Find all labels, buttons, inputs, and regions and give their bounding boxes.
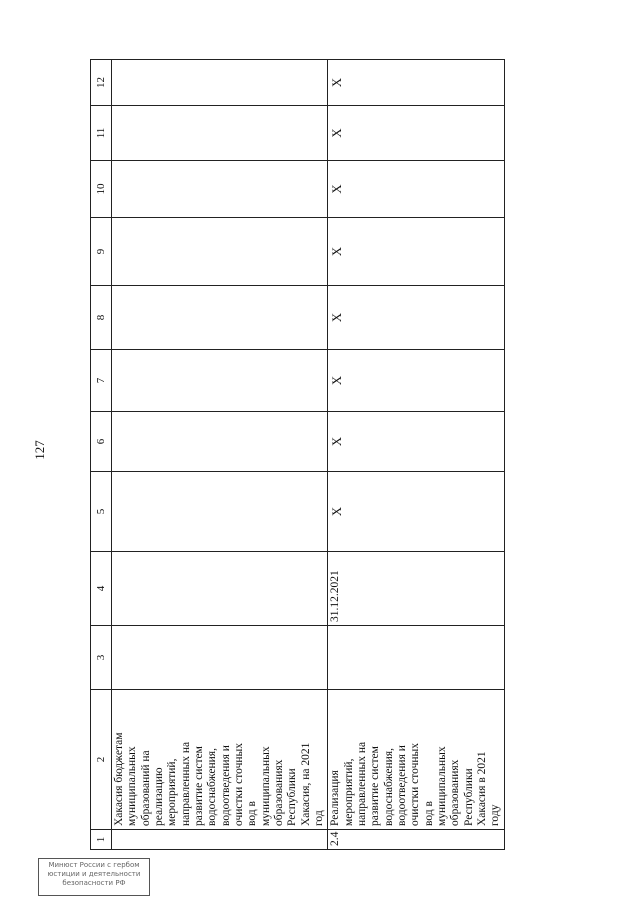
table-cell: X [328,60,504,106]
column-header: 1 [91,830,112,850]
page-number: 127 [32,440,47,460]
table-cell: X [328,286,504,350]
date-cell: 31.12.2021 [328,552,504,626]
header-row [91,60,112,850]
table-cell [112,106,328,161]
column-header: 7 [91,350,112,412]
stamp-line: Минюст России с гербом [48,861,140,869]
table-cell: X [328,412,504,472]
table-cell: X [328,350,504,412]
table-cell: X [328,161,504,218]
table-cell [112,350,328,412]
table-cell [112,472,328,552]
column-header: 4 [91,552,112,626]
stamp-line: безопасности РФ [62,879,126,888]
document-table [90,59,505,850]
table-cell [112,60,328,106]
table-row [328,60,504,850]
row-description: Реализация мероприятий, направленных на развитие систем водоснабжения, водоотведения и очистки сточных вод в муниципальных образованиях Республики Хакасия в 2021 году [328,690,504,830]
column-header: 6 [91,412,112,472]
column-header: 3 [91,626,112,690]
table-cell [112,412,328,472]
column-header: 8 [91,286,112,350]
table-cell [112,161,328,218]
column-header: 10 [91,161,112,218]
table-cell: X [328,472,504,552]
registration-stamp [38,858,150,896]
column-header: 5 [91,472,112,552]
table-cell [112,626,328,690]
rotated-table-container [90,60,502,850]
stamp-line: юстиции и деятельности [47,870,141,879]
table-cell [328,626,504,690]
row-number [112,830,328,850]
table-cell [112,286,328,350]
table-cell [112,552,328,626]
table-cell [112,218,328,286]
row-number: 2.4 [328,830,504,850]
table-cell: X [328,218,504,286]
column-header: 12 [91,60,112,106]
table-row [112,60,328,850]
column-header: 9 [91,218,112,286]
column-header: 11 [91,106,112,161]
row-description: Хакасия бюджетам муниципальных образований на реализацию мероприятий, направленных на развитие систем водоснабжения, водоотведения и очистки сточных вод в муниципальных образованиях Республики Хакасия, на 2021 год [112,690,328,830]
table-cell: X [328,106,504,161]
column-header: 2 [91,690,112,830]
